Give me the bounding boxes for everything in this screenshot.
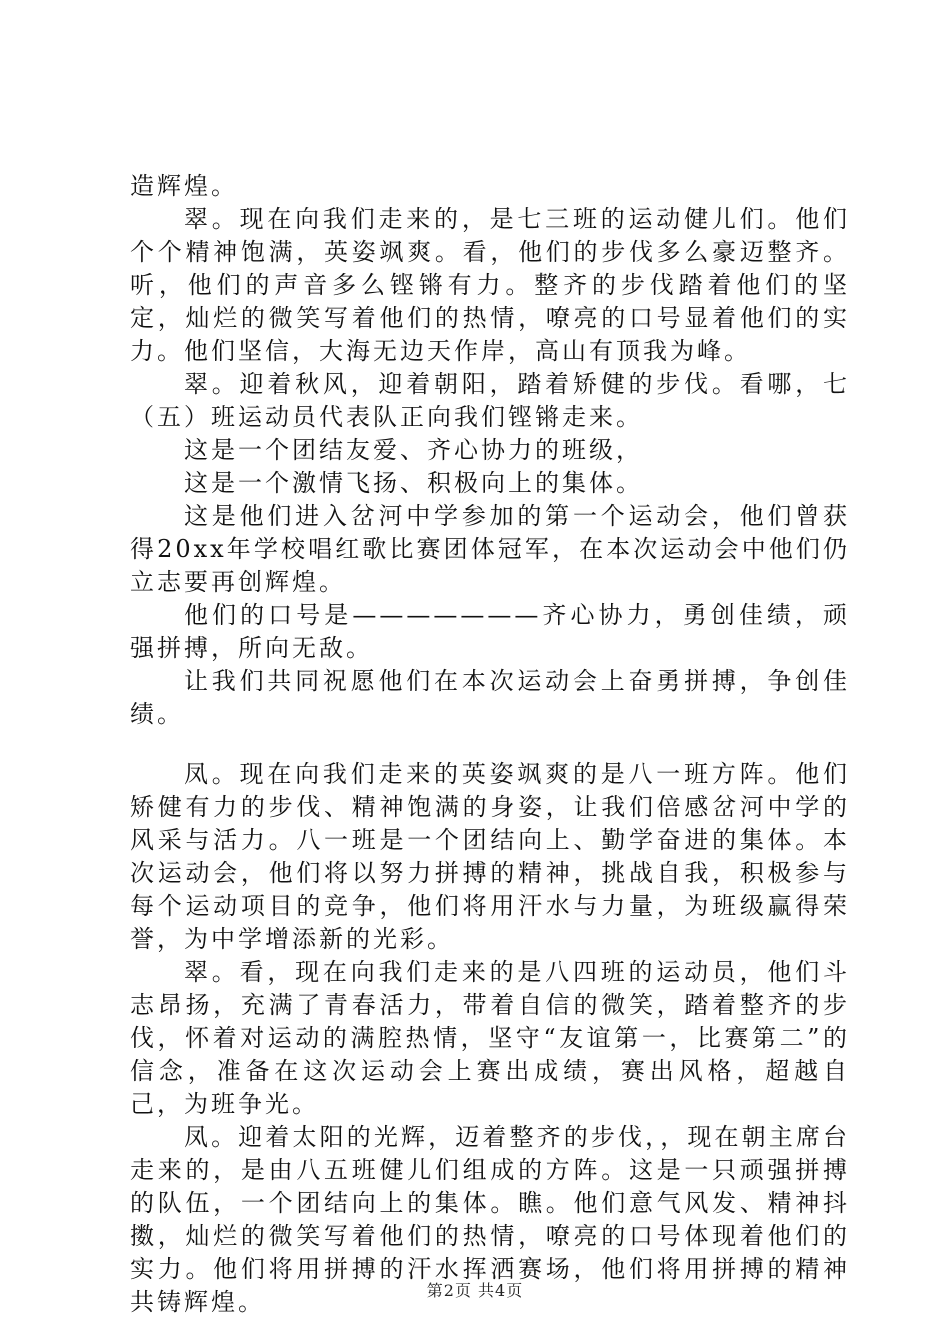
paragraph: 翠。看，现在向我们走来的是八四班的运动员，他们斗志昂扬，充满了青春活力，带着自信的微笑，踏着整齐的步伐，怀着对运动的满腔热情，坚守“友谊第一，比赛第二”的信念，准备在这次运动会上赛出成绩，赛出风格，超越自己，为班争光。 — [130, 958, 850, 1118]
paragraph: 他们的口号是———————齐心协力，勇创佳绩，顽强拼搏，所向无敌。 — [130, 601, 850, 662]
document-body — [130, 170, 850, 1319]
paragraph: 这是一个激情飞扬、积极向上的集体。 — [184, 469, 643, 497]
paragraph: 凤。现在向我们走来的英姿飒爽的是八一班方阵。他们矫健有力的步伐、精神饱满的身姿，让我们倍感岔河中学的风采与活力。八一班是一个团结向上、勤学奋进的集体。本次运动会，他们将以努力拼搏的精神，挑战自我，积极参与每个运动项目的竞争，他们将用汗水与力量，为班级赢得荣誉，为中学增添新的光彩。 — [130, 760, 850, 953]
paragraph: 翠。现在向我们走来的，是七三班的运动健儿们。他们个个精神饱满，英姿飒爽。看，他们的步伐多么豪迈整齐。听，他们的声音多么铿锵有力。整齐的步伐踏着他们的坚定，灿烂的微笑写着他们的热情，嘹亮的口号显着他们的实力。他们坚信，大海无边天作岸，高山有顶我为峰。 — [130, 205, 850, 365]
paragraph: 这是一个团结友爱、齐心协力的班级， — [184, 436, 643, 464]
paragraph: 这是他们进入岔河中学参加的第一个运动会，他们曾获得20xx年学校唱红歌比赛团体冠军，在本次运动会中他们仍立志要再创辉煌。 — [130, 502, 850, 596]
paragraph: 翠。迎着秋风，迎着朝阳，踏着矫健的步伐。看哪，七（五）班运动员代表队正向我们铿锵走来。 — [130, 370, 850, 431]
paragraph: 凤。迎着太阳的光辉，迈着整齐的步伐，，现在朝主席台走来的，是由八五班健儿们组成的方阵。这是一只顽强拼搏的队伍，一个团结向上的集体。瞧。他们意气风发、精神抖擞，灿烂的微笑写着他们的热情，嘹亮的口号体现着他们的实力。他们将用拼搏的汗水挥洒赛场，他们将用拼搏的精神共铸辉煌。 — [130, 1123, 850, 1316]
paragraph: 让我们共同祝愿他们在本次运动会上奋勇拼搏，争创佳绩。 — [130, 667, 850, 728]
page-number: 第2页 共4页 — [426, 1281, 524, 1300]
paragraph: 造辉煌。 — [130, 172, 238, 200]
